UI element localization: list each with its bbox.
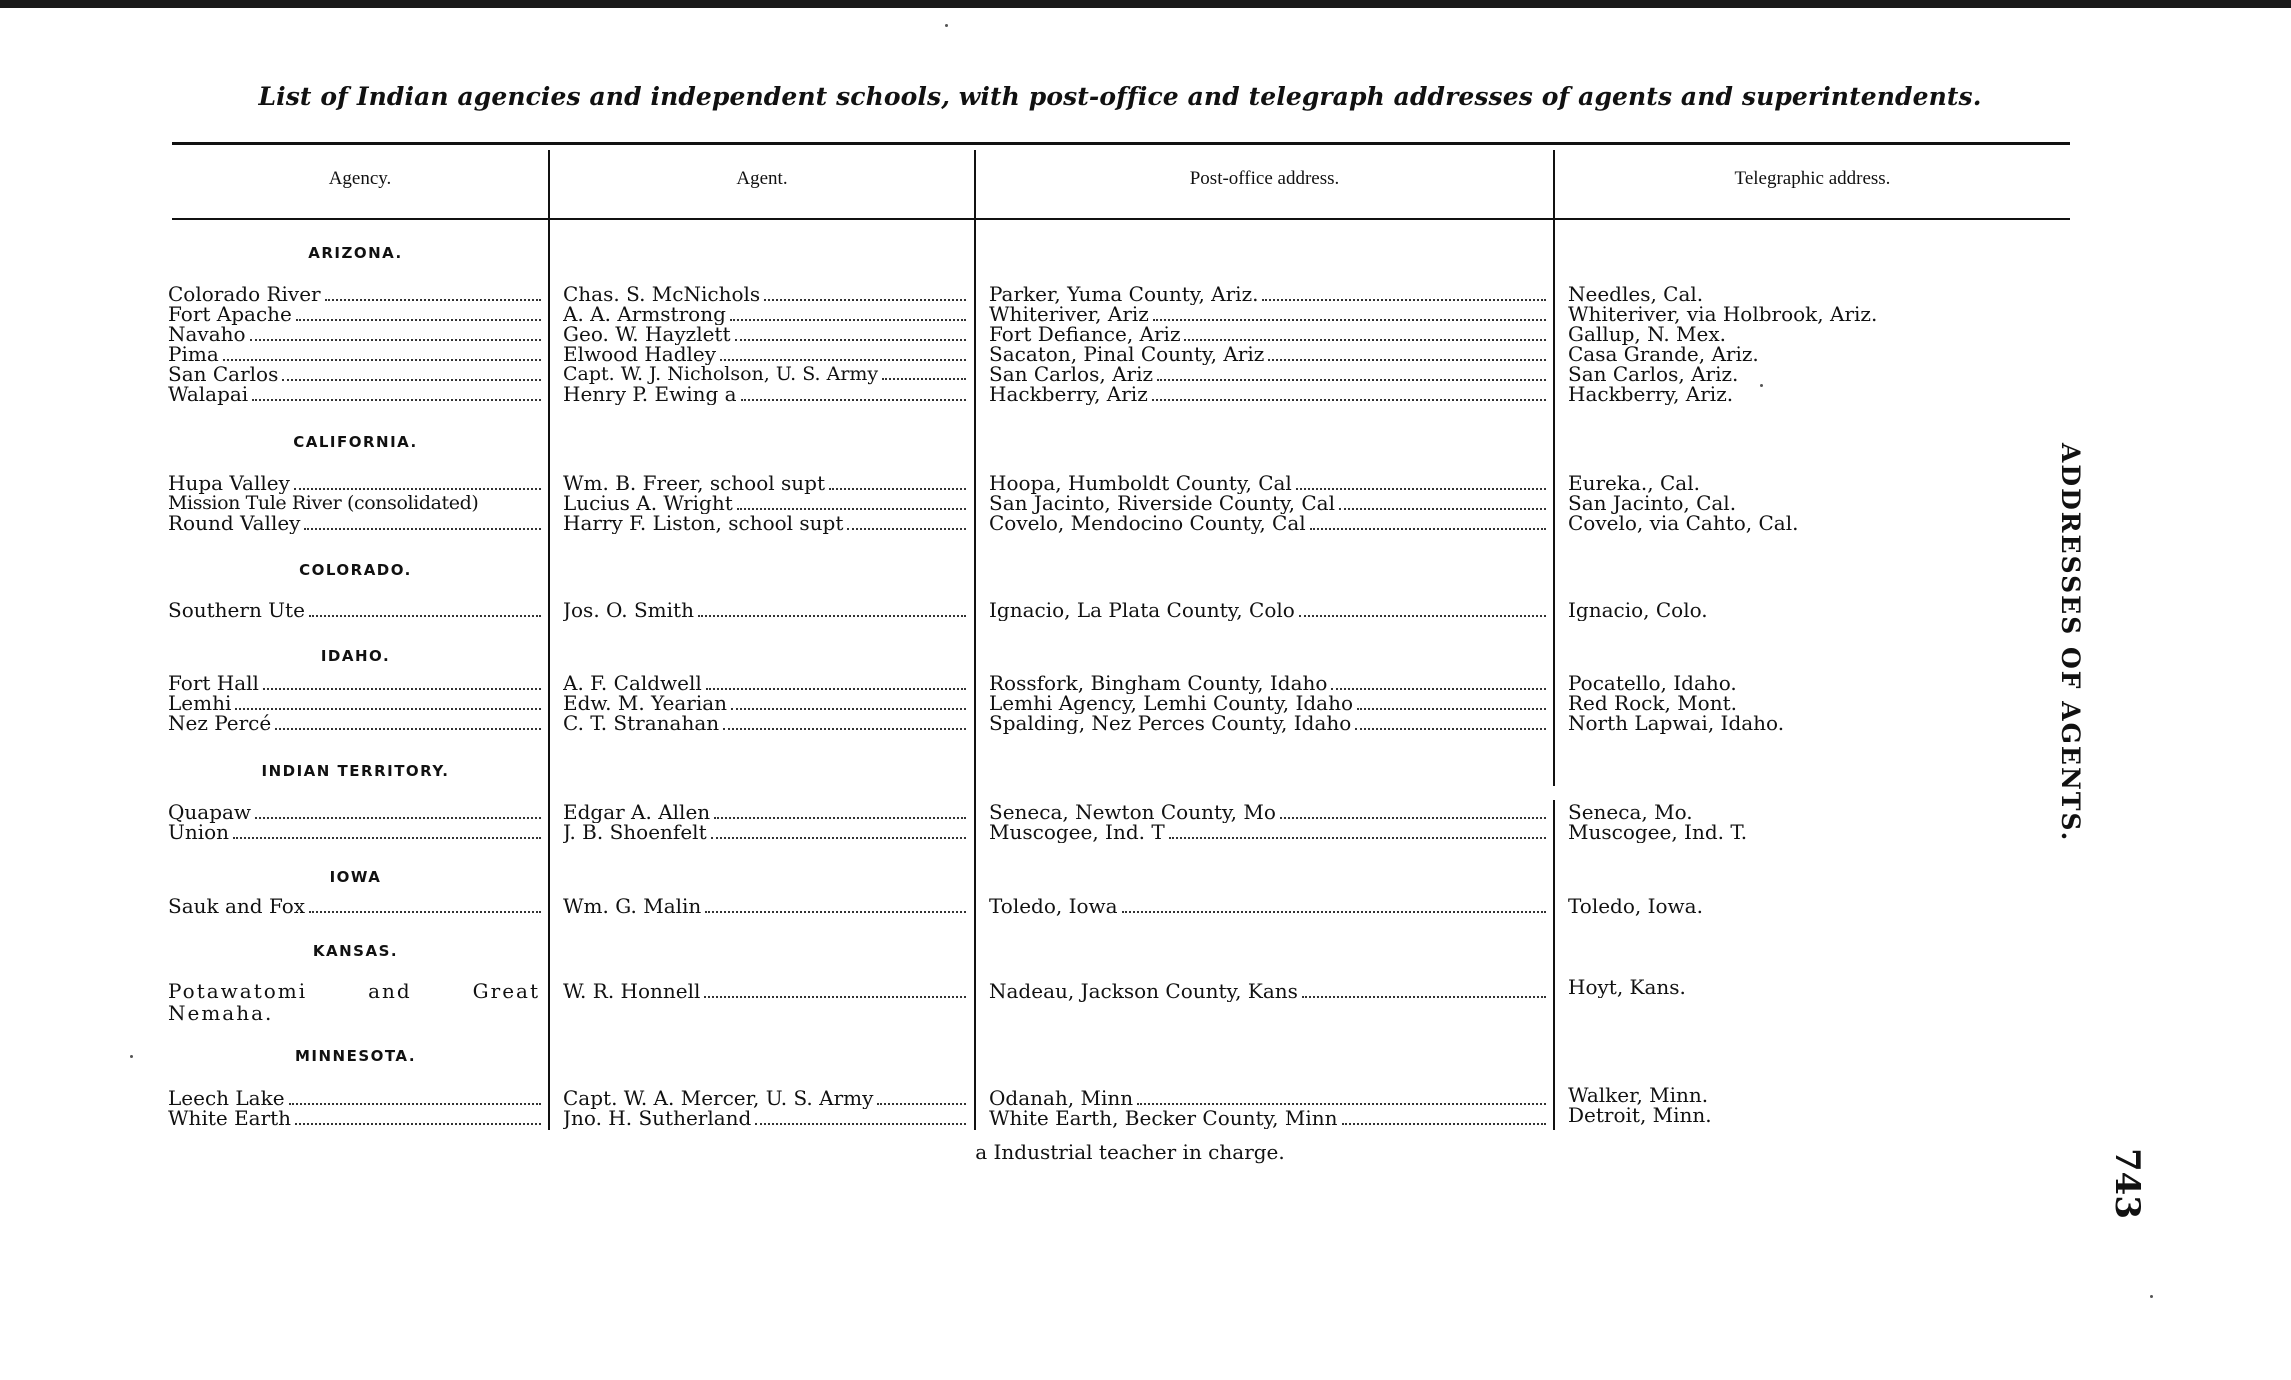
agent-cell: Wm. B. Freer, school supt <box>563 472 968 494</box>
telegraphic-cell: Muscogee, Ind. T. <box>1568 821 1748 843</box>
telegraphic-cell: Ignacio, Colo. <box>1568 599 1708 621</box>
column-divider-2 <box>974 150 976 1130</box>
post-office-cell: Seneca, Newton County, Mo <box>989 801 1548 823</box>
telegraphic-cell: Eureka., Cal. <box>1568 472 1700 494</box>
agency-cell: Hupa Valley <box>168 472 543 494</box>
post-office-cell: San Jacinto, Riverside County, Cal <box>989 492 1548 514</box>
agent-cell: Jos. O. Smith <box>563 599 968 621</box>
agent-cell: A. A. Armstrong <box>563 303 968 325</box>
agent-cell: Henry P. Ewing a <box>563 383 968 405</box>
agency-cell: Quapaw <box>168 801 543 823</box>
scan-top-border <box>0 0 2291 8</box>
agency-cell: San Carlos <box>168 363 543 385</box>
telegraphic-cell: Needles, Cal. <box>1568 283 1704 305</box>
footnote: a Industrial teacher in charge. <box>975 1140 1285 1164</box>
agent-cell: Elwood Hadley <box>563 343 968 365</box>
post-office-cell: San Carlos, Ariz <box>989 363 1548 385</box>
column-divider-3 <box>1553 150 1555 786</box>
agent-cell: J. B. Shoenfelt <box>563 821 968 843</box>
agent-cell: Chas. S. McNichols <box>563 283 968 305</box>
header-post-office: Post-office address. <box>1189 168 1340 189</box>
post-office-cell: Lemhi Agency, Lemhi County, Idaho <box>989 692 1548 714</box>
state-heading: INDIAN TERRITORY. <box>261 762 450 780</box>
agent-cell: Harry F. Liston, school supt <box>563 512 968 534</box>
agency-cell: Mission Tule River (consolidated) <box>168 492 479 514</box>
telegraphic-cell: Red Rock, Mont. <box>1568 692 1737 714</box>
header-agency: Agency. <box>328 168 392 189</box>
page-number: 743 <box>2107 1148 2147 1219</box>
scan-speck <box>2150 1295 2153 1298</box>
state-heading: ARIZONA. <box>308 244 403 262</box>
agent-cell: A. F. Caldwell <box>563 672 968 694</box>
agency-cell: Fort Apache <box>168 303 543 325</box>
table-top-rule <box>172 142 2070 145</box>
agency-cell: Colorado River <box>168 283 543 305</box>
agency-cell: White Earth <box>168 1107 543 1129</box>
column-divider-3-lower <box>1553 800 1555 1130</box>
post-office-cell: Ignacio, La Plata County, Colo <box>989 599 1548 621</box>
post-office-cell: Fort Defiance, Ariz <box>989 323 1548 345</box>
post-office-cell: Spalding, Nez Perces County, Idaho <box>989 712 1548 734</box>
agency-cell: Leech Lake <box>168 1087 543 1109</box>
agency-cell: Sauk and Fox <box>168 895 543 917</box>
post-office-cell: Parker, Yuma County, Ariz. <box>989 283 1548 305</box>
telegraphic-cell: San Jacinto, Cal. <box>1568 492 1737 514</box>
agent-cell: Jno. H. Sutherland <box>563 1107 968 1129</box>
post-office-cell: Hackberry, Ariz <box>989 383 1548 405</box>
state-heading: KANSAS. <box>312 942 399 960</box>
state-heading: CALIFORNIA. <box>293 433 418 451</box>
agent-cell: C. T. Stranahan <box>563 712 968 734</box>
post-office-cell: Nadeau, Jackson County, Kans <box>989 980 1548 1002</box>
post-office-cell: Covelo, Mendocino County, Cal <box>989 512 1548 534</box>
post-office-cell: Muscogee, Ind. T <box>989 821 1548 843</box>
post-office-cell: Toledo, Iowa <box>989 895 1548 917</box>
telegraphic-cell: Seneca, Mo. <box>1568 801 1693 823</box>
agency-cell: Lemhi <box>168 692 543 714</box>
post-office-cell: Sacaton, Pinal County, Ariz <box>989 343 1548 365</box>
telegraphic-cell: Hackberry, Ariz. <box>1568 383 1734 405</box>
telegraphic-cell: Walker, Minn. <box>1568 1084 1709 1106</box>
agency-cell: Pima <box>168 343 543 365</box>
telegraphic-cell: North Lapwai, Idaho. <box>1568 712 1785 734</box>
agent-cell: Edgar A. Allen <box>563 801 968 823</box>
header-telegraphic: Telegraphic address. <box>1734 168 1891 189</box>
agency-cell: Potawatomi and Great Nemaha. <box>168 979 540 1025</box>
state-heading: IOWA <box>329 868 382 886</box>
table-caption: List of Indian agencies and independent schools, with post-office and telegraph addresses of agents and superintendents. <box>258 82 1982 111</box>
agent-cell: Wm. G. Malin <box>563 895 968 917</box>
scan-speck <box>1760 384 1763 387</box>
telegraphic-cell: Whiteriver, via Holbrook, Ariz. <box>1568 303 1878 325</box>
agency-cell: Nez Percé <box>168 712 543 734</box>
side-running-title: ADDRESSES OF AGENTS. <box>2056 443 2085 843</box>
agent-cell: Geo. W. Hayzlett <box>563 323 968 345</box>
scan-speck <box>130 1055 133 1058</box>
agent-cell: Edw. M. Yearian <box>563 692 968 714</box>
state-heading: COLORADO. <box>299 561 412 579</box>
header-bottom-rule <box>172 218 2070 220</box>
agent-cell: Lucius A. Wright <box>563 492 968 514</box>
agent-cell: Capt. W. A. Mercer, U. S. Army <box>563 1087 968 1109</box>
telegraphic-cell: Gallup, N. Mex. <box>1568 323 1726 345</box>
post-office-cell: Hoopa, Humboldt County, Cal <box>989 472 1548 494</box>
telegraphic-cell: Toledo, Iowa. <box>1568 895 1703 917</box>
agent-cell: W. R. Honnell <box>563 980 968 1002</box>
post-office-cell: Whiteriver, Ariz <box>989 303 1548 325</box>
post-office-cell: Rossfork, Bingham County, Idaho <box>989 672 1548 694</box>
header-agent: Agent. <box>736 168 788 189</box>
agency-cell: Walapai <box>168 383 543 405</box>
agency-cell: Navaho <box>168 323 543 345</box>
telegraphic-cell: Hoyt, Kans. <box>1568 976 1686 998</box>
agency-cell: Fort Hall <box>168 672 543 694</box>
telegraphic-cell: Pocatello, Idaho. <box>1568 672 1737 694</box>
post-office-cell: White Earth, Becker County, Minn <box>989 1107 1548 1129</box>
telegraphic-cell: San Carlos, Ariz. <box>1568 363 1739 385</box>
telegraphic-cell: Detroit, Minn. <box>1568 1104 1712 1126</box>
agency-cell: Union <box>168 821 543 843</box>
telegraphic-cell: Casa Grande, Ariz. <box>1568 343 1759 365</box>
post-office-cell: Odanah, Minn <box>989 1087 1548 1109</box>
agency-cell: Southern Ute <box>168 599 543 621</box>
agency-cell: Round Valley <box>168 512 543 534</box>
state-heading: MINNESOTA. <box>294 1047 417 1065</box>
telegraphic-cell: Covelo, via Cahto, Cal. <box>1568 512 1799 534</box>
scan-speck <box>945 24 948 27</box>
column-divider-1 <box>548 150 550 1130</box>
state-heading: IDAHO. <box>320 647 391 665</box>
agent-cell: Capt. W. J. Nicholson, U. S. Army <box>563 363 968 385</box>
